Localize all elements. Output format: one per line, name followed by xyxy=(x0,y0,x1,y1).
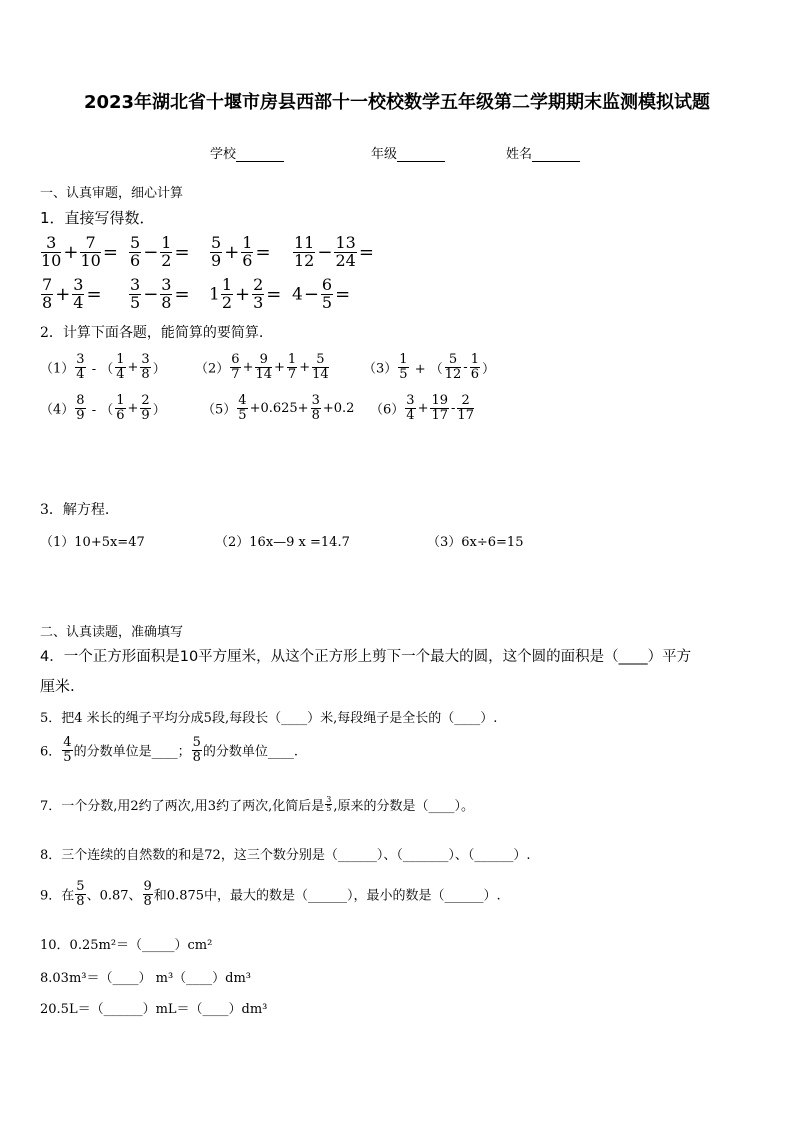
grade-blank[interactable] xyxy=(397,147,445,162)
expression-text: - xyxy=(463,359,468,375)
expression-text: ） xyxy=(152,361,166,377)
fraction xyxy=(140,353,150,381)
q6-fraction-1 xyxy=(62,736,72,764)
fraction xyxy=(115,353,125,381)
q6-fraction-2 xyxy=(192,736,202,764)
denominator: 2 xyxy=(221,292,233,312)
numerator: 1 xyxy=(116,393,125,408)
equals-sign: = xyxy=(358,241,374,263)
fraction-a xyxy=(129,235,141,270)
q1-item xyxy=(209,277,282,312)
q9-text-3: 和0.875中，最大的数是（______），最小的数是（______）. xyxy=(153,888,501,904)
school-field[interactable] xyxy=(210,143,284,162)
denominator: 2 xyxy=(161,250,172,270)
expression-text: + xyxy=(242,359,254,375)
fraction xyxy=(445,353,462,381)
numerator: 2 xyxy=(141,393,150,408)
q6-text-2: 的分数单位____. xyxy=(202,744,298,760)
equals-sign: = xyxy=(335,283,351,305)
name-blank[interactable] xyxy=(532,147,580,162)
q1-item xyxy=(40,235,119,270)
q1-item xyxy=(40,277,103,312)
q9-text-2: 、0.87、 xyxy=(86,888,142,904)
expression-text: + xyxy=(127,400,139,416)
item-number: （6） xyxy=(370,402,405,418)
expression-text: + xyxy=(127,359,139,375)
item-number: （2） xyxy=(195,361,230,377)
equals-sign: = xyxy=(266,283,282,305)
fraction xyxy=(287,353,297,381)
fraction-a xyxy=(221,277,233,312)
denominator: 10 xyxy=(41,250,62,270)
denominator: 5 xyxy=(326,804,332,813)
fraction xyxy=(75,394,85,422)
name-label: 姓名 xyxy=(506,147,533,162)
denominator: 5 xyxy=(130,292,141,312)
fraction-b xyxy=(334,235,356,270)
fraction xyxy=(75,353,85,381)
fraction-b xyxy=(252,277,264,312)
numerator: 3 xyxy=(406,393,415,408)
q2-item xyxy=(363,353,496,381)
denominator: 6 xyxy=(130,250,141,270)
denominator: 9 xyxy=(76,407,85,423)
denominator: 5 xyxy=(321,292,333,312)
numerator: 3 xyxy=(161,275,172,294)
fraction xyxy=(237,394,247,422)
fraction xyxy=(430,394,449,422)
numerator: 3 xyxy=(326,794,332,804)
expression-text: - （ xyxy=(87,361,114,377)
q2-label: 2．计算下面各题，能简算的要简算. xyxy=(40,325,264,341)
q1-item xyxy=(292,277,351,312)
numerator: 5 xyxy=(211,233,222,252)
numerator: 5 xyxy=(312,353,329,368)
equals-sign: = xyxy=(102,241,118,263)
fraction-a xyxy=(129,277,141,312)
fraction xyxy=(255,353,272,381)
operator: + xyxy=(235,283,251,305)
fraction xyxy=(398,353,408,381)
fraction xyxy=(115,394,125,422)
q3-label: 3．解方程. xyxy=(40,502,110,518)
fraction-b xyxy=(160,277,172,312)
denominator: 12 xyxy=(294,250,315,270)
numerator: 3 xyxy=(141,352,150,367)
denominator: 10 xyxy=(80,250,101,270)
numerator: 7 xyxy=(42,275,53,294)
numerator: 3 xyxy=(311,393,320,408)
denominator: 8 xyxy=(143,893,152,909)
q7 xyxy=(40,795,474,814)
fraction xyxy=(311,394,321,422)
q4-line1: 4．一个正方形面积是10平方厘米，从这个正方形上剪下一个最大的圆，这个圆的面积是（____）平方 xyxy=(40,649,692,665)
q1-item xyxy=(292,235,375,270)
denominator: 9 xyxy=(141,407,150,423)
grade-field[interactable] xyxy=(371,143,445,162)
denominator: 4 xyxy=(116,366,125,382)
q7-text-1: 7．一个分数,用2约了两次,用3约了两次,化简后是 xyxy=(40,799,325,814)
numerator: 2 xyxy=(457,394,474,409)
q1-item xyxy=(128,277,191,312)
q7-fraction xyxy=(325,796,332,814)
operator: − xyxy=(303,283,319,305)
numerator: 13 xyxy=(335,233,356,252)
fraction-a xyxy=(210,235,222,270)
q3-item-1: （1）10+5x=47 xyxy=(40,535,145,550)
numerator: 3 xyxy=(130,275,141,294)
numerator: 1 xyxy=(161,233,172,252)
denominator: 5 xyxy=(63,749,72,765)
q5: 5．把4 米长的绳子平均分成5段,每段长（____）米,每段绳子是全长的（____）. xyxy=(40,711,498,726)
denominator: 4 xyxy=(76,366,85,382)
expression-text: + xyxy=(274,359,285,375)
fraction-a xyxy=(41,277,53,312)
fraction xyxy=(405,394,415,422)
denominator: 6 xyxy=(470,366,479,382)
q10-line-3: 20.5L＝（______）mL＝（____）dm³ xyxy=(40,1002,268,1017)
expression-text: - （ xyxy=(87,402,114,418)
grade-label: 年级 xyxy=(371,147,398,162)
numerator: 2 xyxy=(253,275,264,294)
q10-line-2: 8.03m³＝（____） m³（____）dm³ xyxy=(40,971,252,986)
whole-number: 1 xyxy=(209,284,220,305)
numerator: 11 xyxy=(294,233,315,252)
q7-text-2: ,原来的分数是（____）。 xyxy=(333,799,474,814)
numerator: 3 xyxy=(73,275,84,294)
numerator: 7 xyxy=(80,235,100,253)
expression-text: +0.625+ xyxy=(249,400,309,416)
q9-fraction-2 xyxy=(143,880,153,908)
item-number: （1） xyxy=(40,361,75,377)
denominator: 8 xyxy=(192,749,201,765)
numerator: 1 xyxy=(116,352,125,367)
denominator: 5 xyxy=(399,366,408,382)
numerator: 4 xyxy=(238,393,247,408)
expression-text: + xyxy=(417,400,429,416)
denominator: 14 xyxy=(255,366,273,382)
q8: 8．三个连续的自然数的和是72，这三个数分别是（______）、（_______）、（______）. xyxy=(40,848,531,863)
whole-number: 4 xyxy=(292,284,303,305)
q10-line-1: 10．0.25m²＝（_____）cm² xyxy=(40,938,213,953)
denominator: 7 xyxy=(231,366,240,382)
numerator: 8 xyxy=(76,393,85,408)
fraction-a xyxy=(293,235,315,270)
name-field[interactable] xyxy=(506,143,580,162)
denominator: 6 xyxy=(242,250,253,270)
fraction-b xyxy=(160,235,172,270)
item-number: （3） xyxy=(363,361,398,377)
fraction xyxy=(470,353,480,381)
q2-item xyxy=(370,394,475,422)
fraction-b xyxy=(80,235,100,270)
denominator: 8 xyxy=(76,893,85,909)
fraction xyxy=(140,394,150,422)
school-blank[interactable] xyxy=(236,147,284,162)
numerator: 5 xyxy=(76,879,85,894)
numerator: 1 xyxy=(242,233,253,252)
equals-sign: = xyxy=(86,283,102,305)
operator: + xyxy=(63,241,79,263)
q1-item xyxy=(209,235,272,270)
numerator: 3 xyxy=(41,235,61,253)
expression-text: + xyxy=(299,359,311,375)
denominator: 7 xyxy=(287,366,297,382)
q1-label: 1．直接写得数． xyxy=(40,209,155,227)
q9-text-1: 9．在 xyxy=(40,888,75,904)
fraction-b xyxy=(72,277,84,312)
denominator: 4 xyxy=(73,292,84,312)
q6 xyxy=(40,736,298,764)
denominator: 14 xyxy=(312,366,329,382)
fraction-b xyxy=(241,235,253,270)
denominator: 17 xyxy=(457,407,474,423)
fraction-b xyxy=(321,277,333,312)
section1-heading: 一、认真审题，细心计算 xyxy=(40,186,184,201)
numerator: 3 xyxy=(76,352,85,367)
denominator: 24 xyxy=(335,250,356,270)
q2-item xyxy=(202,394,355,422)
denominator: 8 xyxy=(141,366,150,382)
operator: − xyxy=(143,283,159,305)
denominator: 4 xyxy=(406,407,415,423)
q6-text-1: 的分数单位是____； xyxy=(73,744,191,760)
q4-line2: 厘米. xyxy=(40,677,75,695)
fraction xyxy=(457,394,474,422)
denominator: 6 xyxy=(116,407,125,423)
fraction-a xyxy=(41,235,61,270)
operator: + xyxy=(55,283,71,305)
q6-number: 6． xyxy=(40,744,62,760)
q3-item-2: （2）16x—9 x =14.7 xyxy=(215,535,350,550)
denominator: 8 xyxy=(311,407,320,423)
q2-item xyxy=(195,353,330,381)
denominator: 12 xyxy=(444,366,462,382)
expression-text: ） xyxy=(481,361,495,377)
q2-item xyxy=(40,394,167,422)
numerator: 5 xyxy=(192,735,201,750)
numerator: 19 xyxy=(431,393,449,408)
expression-text: +0.2 xyxy=(322,400,355,416)
operator: − xyxy=(143,241,159,263)
numerator: 4 xyxy=(63,735,72,750)
school-label: 学校 xyxy=(210,147,237,162)
expression-text: ） xyxy=(152,402,166,418)
numerator: 9 xyxy=(143,879,152,894)
fraction xyxy=(312,353,329,381)
item-number: （5） xyxy=(202,402,237,418)
equals-sign: = xyxy=(255,241,271,263)
numerator: 5 xyxy=(445,353,462,368)
denominator: 5 xyxy=(238,407,247,423)
numerator: 6 xyxy=(321,275,333,294)
equals-sign: = xyxy=(174,241,190,263)
section2-heading: 二、认真读题，准确填写 xyxy=(40,625,184,640)
numerator: 1 xyxy=(287,352,297,367)
numerator: 6 xyxy=(231,352,240,367)
numerator: 1 xyxy=(221,275,233,294)
denominator: 3 xyxy=(253,292,264,312)
expression-text: + （ xyxy=(410,361,443,377)
numerator: 9 xyxy=(255,353,272,368)
q3-item-3: （3）6x÷6=15 xyxy=(427,535,524,550)
denominator: 8 xyxy=(161,292,172,312)
operator: − xyxy=(317,241,333,263)
fraction xyxy=(230,353,240,381)
expression-text: - xyxy=(451,400,456,416)
numerator: 1 xyxy=(470,352,479,367)
numerator: 1 xyxy=(399,352,408,367)
page-title: 2023年湖北省十堰市房县西部十一校校数学五年级第二学期期末监测模拟试题 xyxy=(83,92,711,113)
operator: + xyxy=(224,241,240,263)
q1-item xyxy=(128,235,191,270)
q9-fraction-1 xyxy=(75,880,85,908)
q2-item xyxy=(40,353,167,381)
numerator: 5 xyxy=(130,233,141,252)
denominator: 8 xyxy=(42,292,53,312)
q9 xyxy=(40,880,501,908)
denominator: 9 xyxy=(211,250,222,270)
equals-sign: = xyxy=(174,283,190,305)
item-number: （4） xyxy=(40,402,75,418)
denominator: 17 xyxy=(431,407,449,423)
